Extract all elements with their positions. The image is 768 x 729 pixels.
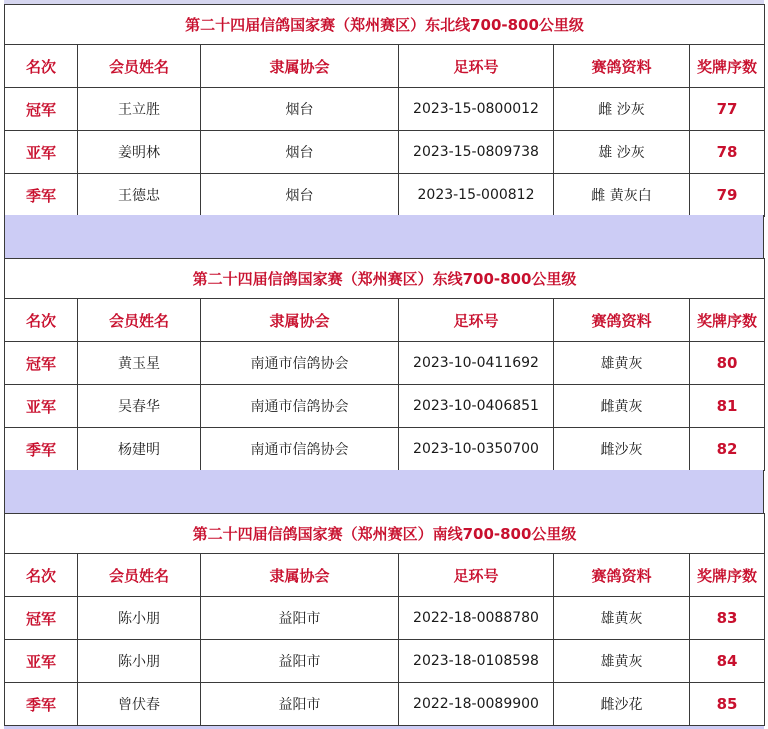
header-member-name: 会员姓名: [78, 554, 201, 597]
header-ring-number: 足环号: [399, 299, 554, 342]
header-association: 隶属协会: [201, 299, 399, 342]
association-cell: 益阳市: [201, 683, 399, 726]
medal-number-cell: 85: [690, 683, 765, 726]
table-row: [5, 428, 765, 471]
member-name-cell: 陈小朋: [78, 597, 201, 640]
table-row: [5, 131, 765, 174]
header-medal-number: 奖牌序数: [690, 299, 765, 342]
medal-number-cell: 78: [690, 131, 765, 174]
rank-cell: 冠军: [5, 597, 78, 640]
member-name-cell: 姜明林: [78, 131, 201, 174]
header-rank: 名次: [5, 45, 78, 88]
pigeon-info-cell: 雌黄灰: [554, 385, 690, 428]
ring-number-cell: 2023-18-0108598: [399, 640, 554, 683]
ring-number-cell: 2023-10-0406851: [399, 385, 554, 428]
table-row: [5, 683, 765, 726]
medal-number-cell: 82: [690, 428, 765, 471]
header-member-name: 会员姓名: [78, 45, 201, 88]
award-table-east: [4, 258, 765, 471]
association-cell: 南通市信鸽协会: [201, 428, 399, 471]
member-name-cell: 吴春华: [78, 385, 201, 428]
medal-number-cell: 80: [690, 342, 765, 385]
section-title: 第二十四届信鸽国家赛（郑州赛区）东线700-800公里级: [5, 259, 765, 299]
pigeon-info-cell: 雌 沙灰: [554, 88, 690, 131]
medal-number-cell: 79: [690, 174, 765, 217]
association-cell: 烟台: [201, 174, 399, 217]
rank-cell: 冠军: [5, 88, 78, 131]
medal-number-cell: 81: [690, 385, 765, 428]
table-row: [5, 385, 765, 428]
ring-number-cell: 2023-15-0800012: [399, 88, 554, 131]
table-row: [5, 88, 765, 131]
pigeon-info-cell: 雌沙灰: [554, 428, 690, 471]
pigeon-info-cell: 雄黄灰: [554, 640, 690, 683]
section-spacer: [4, 215, 764, 258]
header-rank: 名次: [5, 299, 78, 342]
medal-number-cell: 77: [690, 88, 765, 131]
header-association: 隶属协会: [201, 554, 399, 597]
rank-cell: 亚军: [5, 640, 78, 683]
header-medal-number: 奖牌序数: [690, 554, 765, 597]
association-cell: 烟台: [201, 88, 399, 131]
member-name-cell: 王德忠: [78, 174, 201, 217]
member-name-cell: 陈小朋: [78, 640, 201, 683]
medal-number-cell: 83: [690, 597, 765, 640]
pigeon-info-cell: 雄黄灰: [554, 342, 690, 385]
header-pigeon-info: 赛鸽资料: [554, 299, 690, 342]
ring-number-cell: 2022-18-0088780: [399, 597, 554, 640]
section-spacer: [4, 470, 764, 513]
section-title: 第二十四届信鸽国家赛（郑州赛区）东北线700-800公里级: [5, 5, 765, 45]
header-association: 隶属协会: [201, 45, 399, 88]
association-cell: 南通市信鸽协会: [201, 342, 399, 385]
member-name-cell: 杨建明: [78, 428, 201, 471]
association-cell: 益阳市: [201, 597, 399, 640]
rank-cell: 亚军: [5, 131, 78, 174]
ring-number-cell: 2023-10-0350700: [399, 428, 554, 471]
table-row: [5, 174, 765, 217]
ring-number-cell: 2023-15-000812: [399, 174, 554, 217]
header-ring-number: 足环号: [399, 45, 554, 88]
medal-number-cell: 84: [690, 640, 765, 683]
association-cell: 烟台: [201, 131, 399, 174]
rank-cell: 季军: [5, 174, 78, 217]
header-medal-number: 奖牌序数: [690, 45, 765, 88]
table-row: [5, 597, 765, 640]
pigeon-info-cell: 雌沙花: [554, 683, 690, 726]
ring-number-cell: 2023-15-0809738: [399, 131, 554, 174]
association-cell: 益阳市: [201, 640, 399, 683]
rank-cell: 冠军: [5, 342, 78, 385]
pigeon-info-cell: 雌 黄灰白: [554, 174, 690, 217]
header-rank: 名次: [5, 554, 78, 597]
section-title: 第二十四届信鸽国家赛（郑州赛区）南线700-800公里级: [5, 514, 765, 554]
member-name-cell: 王立胜: [78, 88, 201, 131]
header-ring-number: 足环号: [399, 554, 554, 597]
header-member-name: 会员姓名: [78, 299, 201, 342]
award-table-northeast: [4, 4, 765, 217]
member-name-cell: 曾伏春: [78, 683, 201, 726]
ring-number-cell: 2022-18-0089900: [399, 683, 554, 726]
ring-number-cell: 2023-10-0411692: [399, 342, 554, 385]
header-pigeon-info: 赛鸽资料: [554, 45, 690, 88]
table-row: [5, 640, 765, 683]
rank-cell: 季军: [5, 428, 78, 471]
rank-cell: 亚军: [5, 385, 78, 428]
member-name-cell: 黄玉星: [78, 342, 201, 385]
header-pigeon-info: 赛鸽资料: [554, 554, 690, 597]
pigeon-info-cell: 雄黄灰: [554, 597, 690, 640]
rank-cell: 季军: [5, 683, 78, 726]
pigeon-info-cell: 雄 沙灰: [554, 131, 690, 174]
award-table-south: [4, 513, 765, 726]
table-row: [5, 342, 765, 385]
association-cell: 南通市信鸽协会: [201, 385, 399, 428]
